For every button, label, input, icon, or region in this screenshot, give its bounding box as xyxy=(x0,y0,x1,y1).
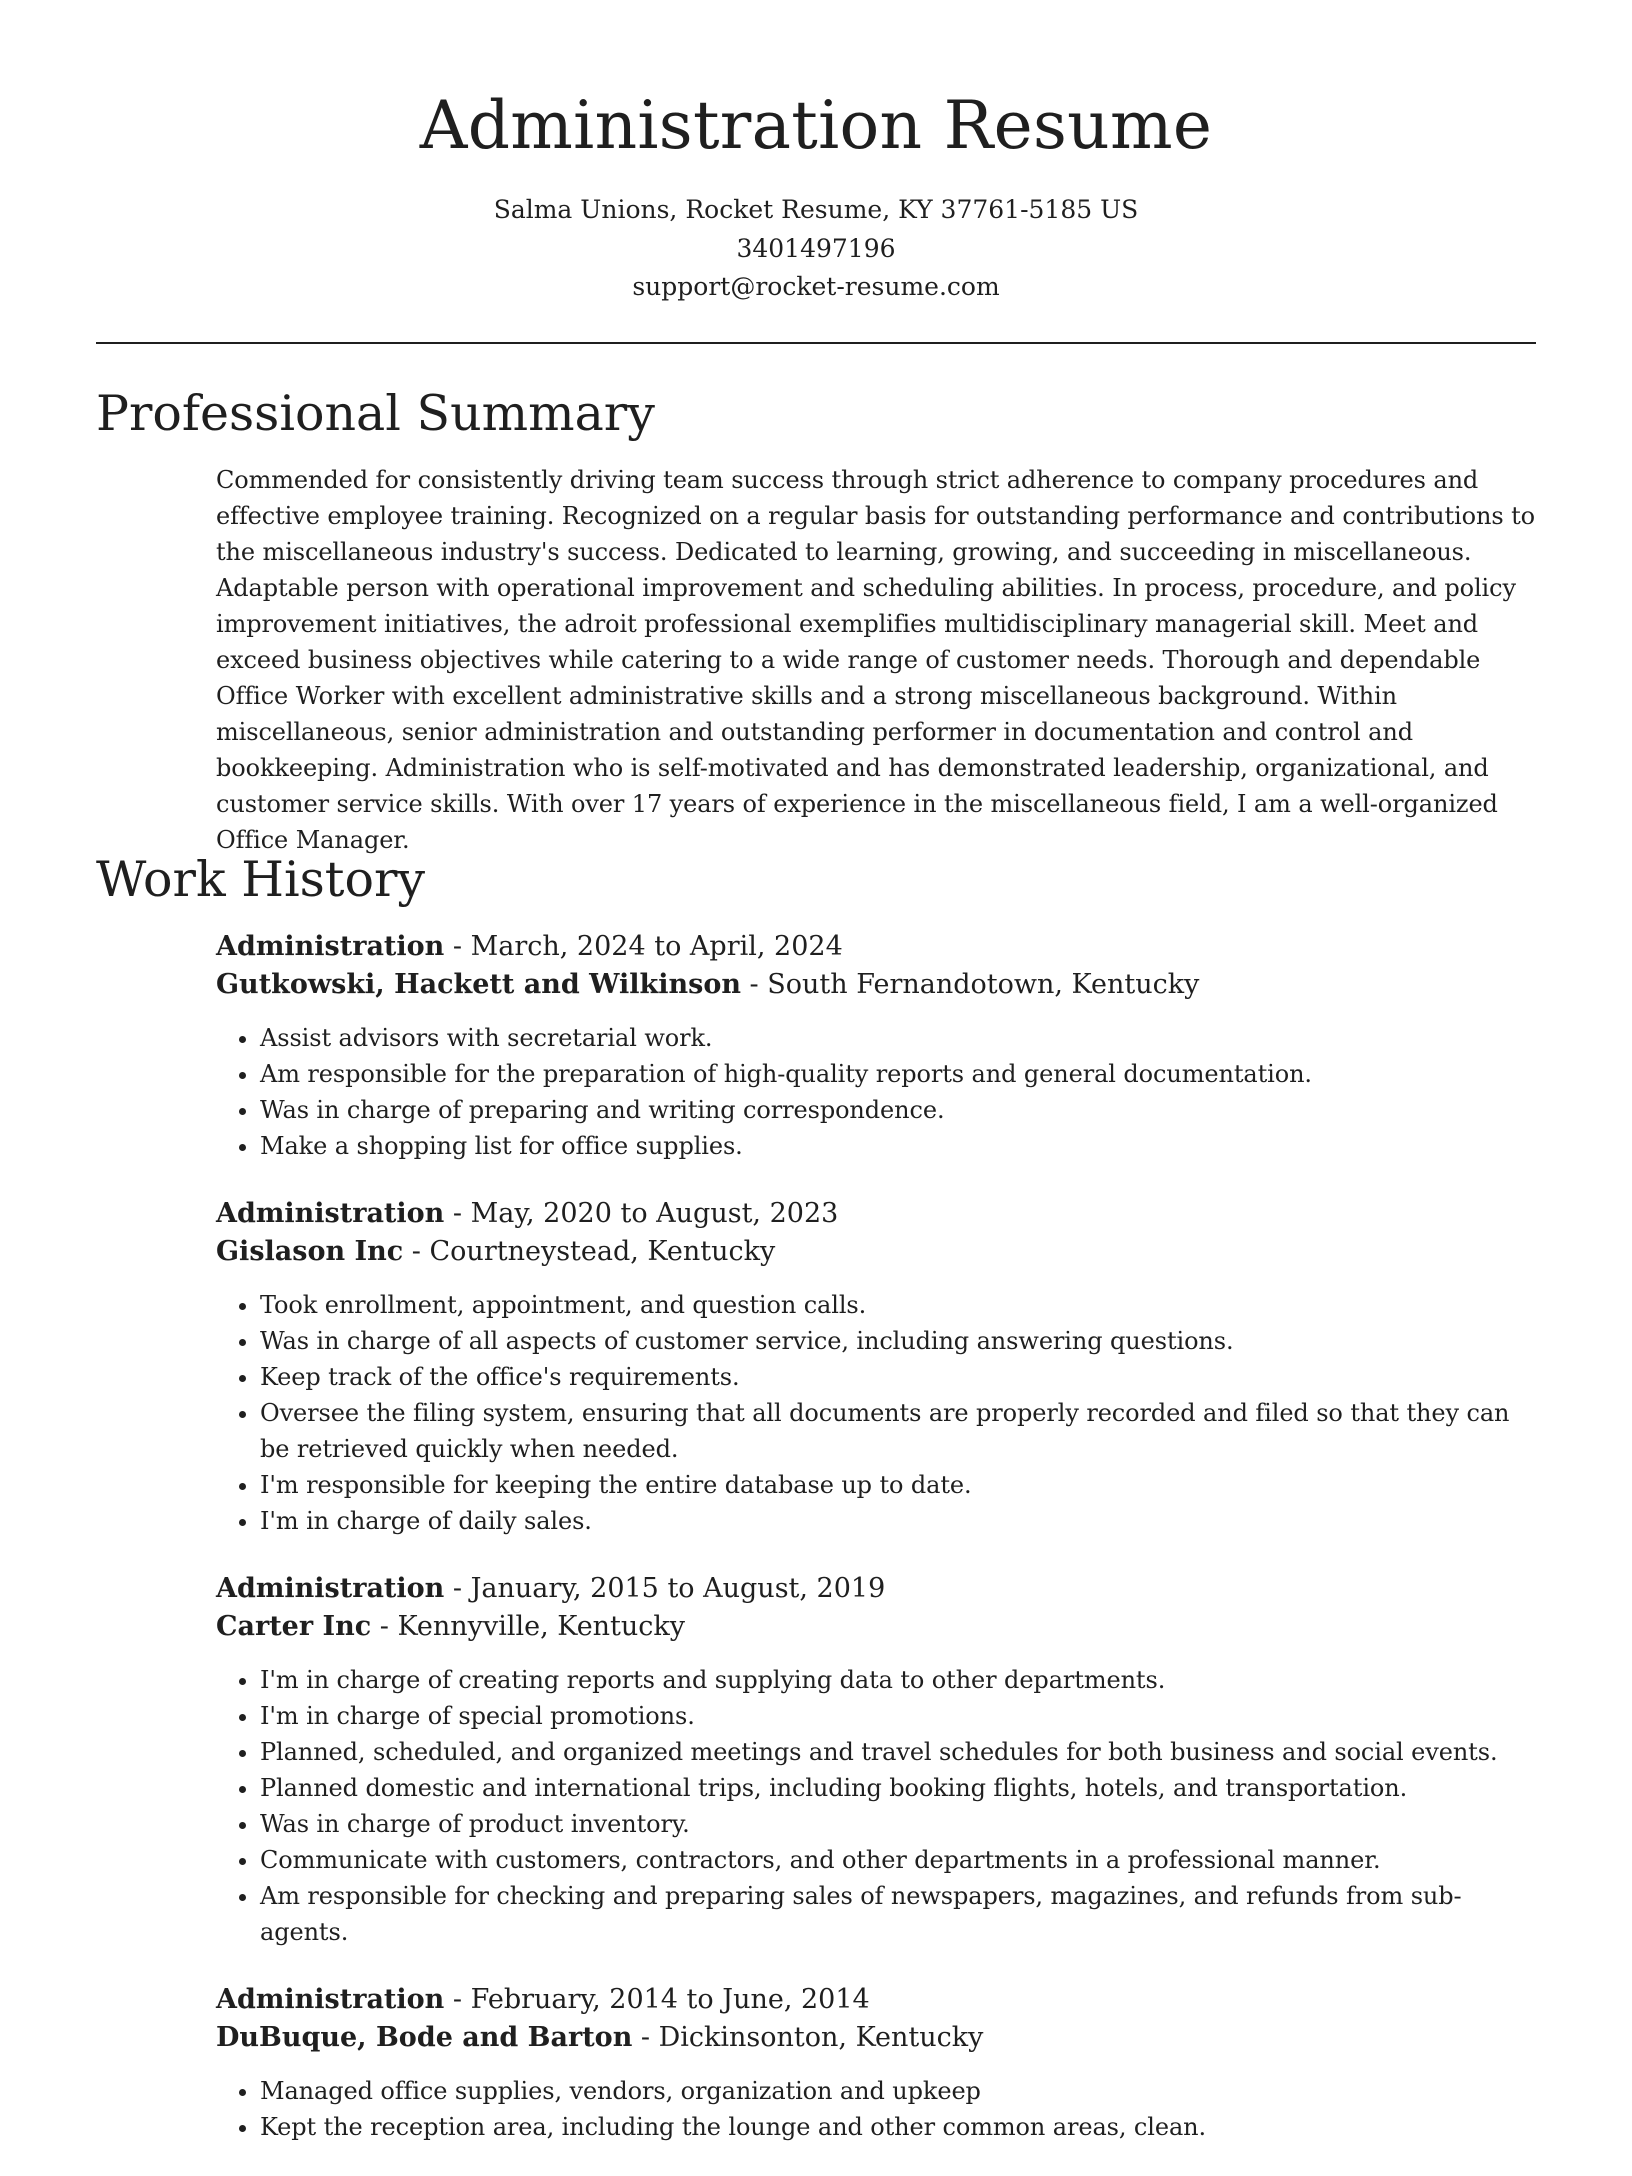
job-duty: • Make a shopping list for office supplies. xyxy=(260,1128,1536,1164)
job-duty: • Am responsible for checking and preparing sales of newspapers, magazines, and refunds from sub-agents. xyxy=(260,1878,1536,1950)
separator: - xyxy=(740,969,768,1000)
job-location: Courtneystead, Kentucky xyxy=(429,1236,776,1267)
section-title-summary: Professional Summary xyxy=(96,385,655,442)
header-divider xyxy=(96,342,1536,344)
job-duties-list xyxy=(216,1287,1536,1539)
job-company: Gislason Inc xyxy=(216,1236,404,1267)
job-title-line xyxy=(216,928,1536,966)
section-title-work-history: Work History xyxy=(96,851,426,908)
job-duty: • I'm in charge of special promotions. xyxy=(260,1698,1536,1734)
separator: - xyxy=(632,2022,659,2053)
contact-email: support@rocket-resume.com xyxy=(632,272,1000,301)
job-duty: • Was in charge of all aspects of customer service, including answering questions. xyxy=(260,1323,1536,1359)
job-duty: • Was in charge of preparing and writing correspondence. xyxy=(260,1092,1536,1128)
job-duty: • Assist advisors with secretarial work. xyxy=(260,1020,1536,1056)
job-duty: • Planned, scheduled, and organized meetings and travel schedules for both business and social events. xyxy=(260,1734,1536,1770)
contact-phone: 3401497196 xyxy=(736,234,896,263)
job-title: Administration xyxy=(216,1573,445,1604)
job-entry xyxy=(216,1570,1536,1950)
job-duty: • I'm responsible for keeping the entire database up to date. xyxy=(260,1467,1536,1503)
job-duty: • Kept the reception area, including the lounge and other common areas, clean. xyxy=(260,2109,1536,2145)
job-duty: • Was in charge of product inventory. xyxy=(260,1806,1536,1842)
summary-text: Commended for consistently driving team success through strict adherence to company procedures and effective employee training. Recognized on a regular basis for outstanding performance and contributions to the miscellaneous industry's success. Dedicated to learning, growing, and succeeding in miscellaneous. Adaptable person with operational improvement and scheduling abilities. In process, procedure, and policy improvement initiatives, the adroit professional exemplifies multidisciplinary managerial skill. Meet and exceed business objectives while catering to a wide range of customer needs. Thorough and dependable Office Worker with excellent administrative skills and a strong miscellaneous background. Within miscellaneous, senior administration and outstanding performer in documentation and control and bookkeeping. Administration who is self-motivated and has demonstrated leadership, organizational, and customer service skills. With over 17 years of experience in the miscellaneous field, I am a well-organized Office Manager. xyxy=(216,466,1535,854)
separator: - xyxy=(444,1198,471,1229)
job-duties-list xyxy=(216,1662,1536,1950)
job-title: Administration xyxy=(216,1984,445,2015)
resume-title: Administration Resume xyxy=(419,87,1213,164)
job-dates: May, 2020 to August, 2023 xyxy=(470,1198,839,1229)
separator: - xyxy=(444,1984,471,2015)
job-location: Dickinsonton, Kentucky xyxy=(658,2022,984,2053)
job-title-line xyxy=(216,1570,1536,1608)
job-duty: • I'm in charge of creating reports and supplying data to other departments. xyxy=(260,1662,1536,1698)
job-company: Gutkowski, Hackett and Wilkinson xyxy=(216,969,741,1000)
job-company: Carter Inc xyxy=(216,1611,372,1642)
job-company-line xyxy=(216,1608,1536,1646)
job-duty: • Communicate with customers, contractors, and other departments in a professional manner. xyxy=(260,1842,1536,1878)
job-title: Administration xyxy=(216,931,445,962)
job-dates: January, 2015 to August, 2019 xyxy=(470,1573,886,1604)
job-duty: • I'm in charge of daily sales. xyxy=(260,1503,1536,1539)
job-location: South Fernandotown, Kentucky xyxy=(767,969,1200,1000)
job-duty: • Planned domestic and international trips, including booking flights, hotels, and transportation. xyxy=(260,1770,1536,1806)
job-title-line xyxy=(216,1981,1536,2019)
job-company-line xyxy=(216,966,1536,1004)
work-history-list xyxy=(216,928,1536,2176)
job-dates: February, 2014 to June, 2014 xyxy=(470,1984,870,2015)
job-duty: • Keep track of the office's requirements. xyxy=(260,1359,1536,1395)
job-duty: • Oversee the filing system, ensuring that all documents are properly recorded and filed so that they can be retrieved quickly when needed. xyxy=(260,1395,1536,1467)
job-dates: March, 2024 to April, 2024 xyxy=(470,931,843,962)
job-entry xyxy=(216,1195,1536,1539)
separator: - xyxy=(444,1573,471,1604)
job-title: Administration xyxy=(216,1198,445,1229)
job-title-line xyxy=(216,1195,1536,1233)
job-duties-list xyxy=(216,1020,1536,1164)
job-duty: • Took enrollment, appointment, and question calls. xyxy=(260,1287,1536,1323)
separator: - xyxy=(403,1236,430,1267)
job-entry xyxy=(216,1981,1536,2145)
separator: - xyxy=(371,1611,398,1642)
job-company: DuBuque, Bode and Barton xyxy=(216,2022,633,2053)
separator: - xyxy=(444,931,471,962)
job-company-line xyxy=(216,1233,1536,1271)
job-company-line xyxy=(216,2019,1536,2057)
job-entry xyxy=(216,928,1536,1164)
job-location: Kennyville, Kentucky xyxy=(397,1611,686,1642)
job-duties-list xyxy=(216,2073,1536,2145)
job-duty: • Am responsible for the preparation of high-quality reports and general documentation. xyxy=(260,1056,1536,1092)
contact-address: Salma Unions, Rocket Resume, KY 37761-5185 US xyxy=(493,195,1139,224)
job-duty: • Managed office supplies, vendors, organization and upkeep xyxy=(260,2073,1536,2109)
